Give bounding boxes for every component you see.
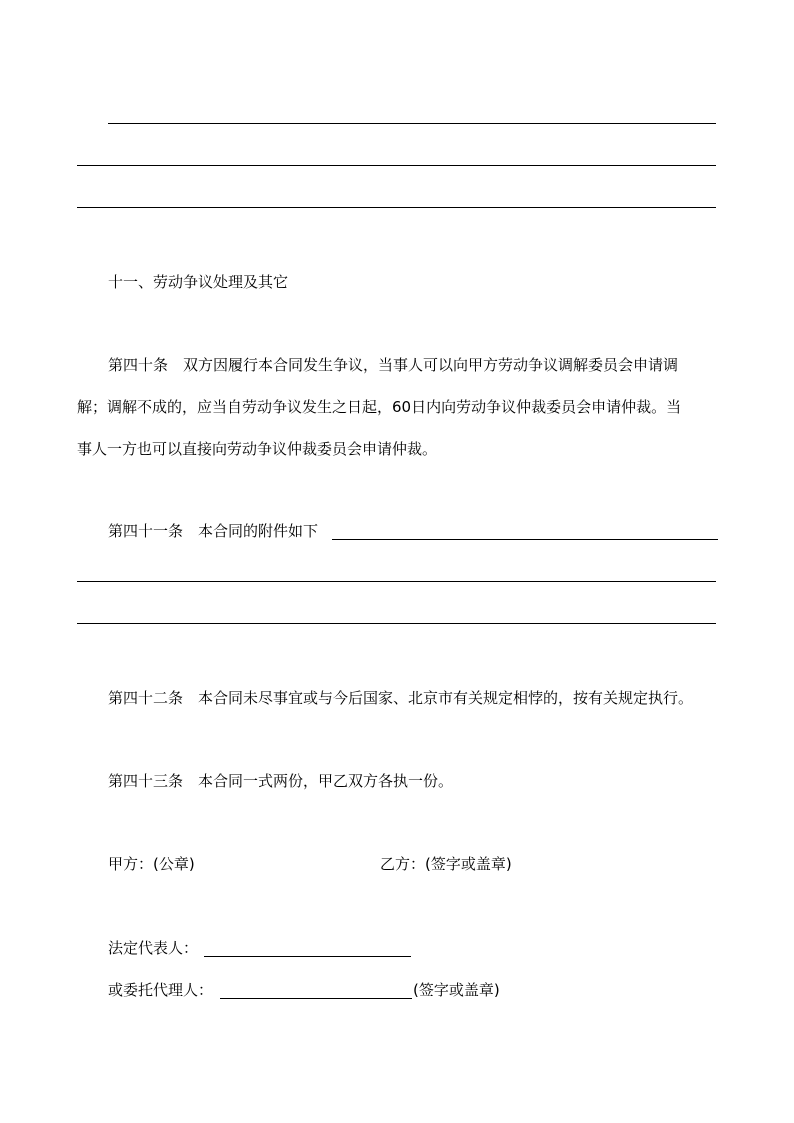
article-42: 第四十二条 本合同未尽事宜或与今后国家、北京市有关规定相悖的，按有关规定执行。	[108, 689, 694, 707]
blank-line-5	[77, 623, 716, 624]
article-40-line-2: 解；调解不成的，应当自劳动争议发生之日起，60日内向劳动争议仲裁委员会申请仲裁。当	[77, 398, 682, 416]
blank-line-2	[77, 165, 716, 166]
blank-line-4	[77, 581, 716, 582]
blank-line-3	[77, 207, 716, 208]
article-40-line-3: 事人一方也可以直接向劳动争议仲裁委员会申请仲裁。	[77, 440, 438, 458]
article-41	[108, 521, 318, 541]
article-41-text: 第四十一条 本合同的附件如下	[108, 522, 319, 540]
article-41-fill-line	[332, 539, 718, 540]
agent-line	[220, 998, 412, 999]
agent-signature-note: (签字或盖章)	[413, 981, 500, 999]
blank-line-1	[108, 123, 716, 124]
article-40-line-1: 第四十条 双方因履行本合同发生争议，当事人可以向甲方劳动争议调解委员会申请调	[108, 356, 679, 374]
party-a-seal: 甲方：(公章)	[108, 855, 195, 873]
legal-representative-label: 法定代表人：	[108, 939, 199, 957]
article-43: 第四十三条 本合同一式两份，甲乙双方各执一份。	[108, 772, 454, 790]
legal-representative-line	[204, 956, 411, 957]
agent-label: 或委托代理人：	[108, 981, 214, 999]
party-b-signature: 乙方：(签字或盖章)	[380, 855, 512, 873]
section-heading: 十一、劳动争议处理及其它	[108, 273, 289, 291]
